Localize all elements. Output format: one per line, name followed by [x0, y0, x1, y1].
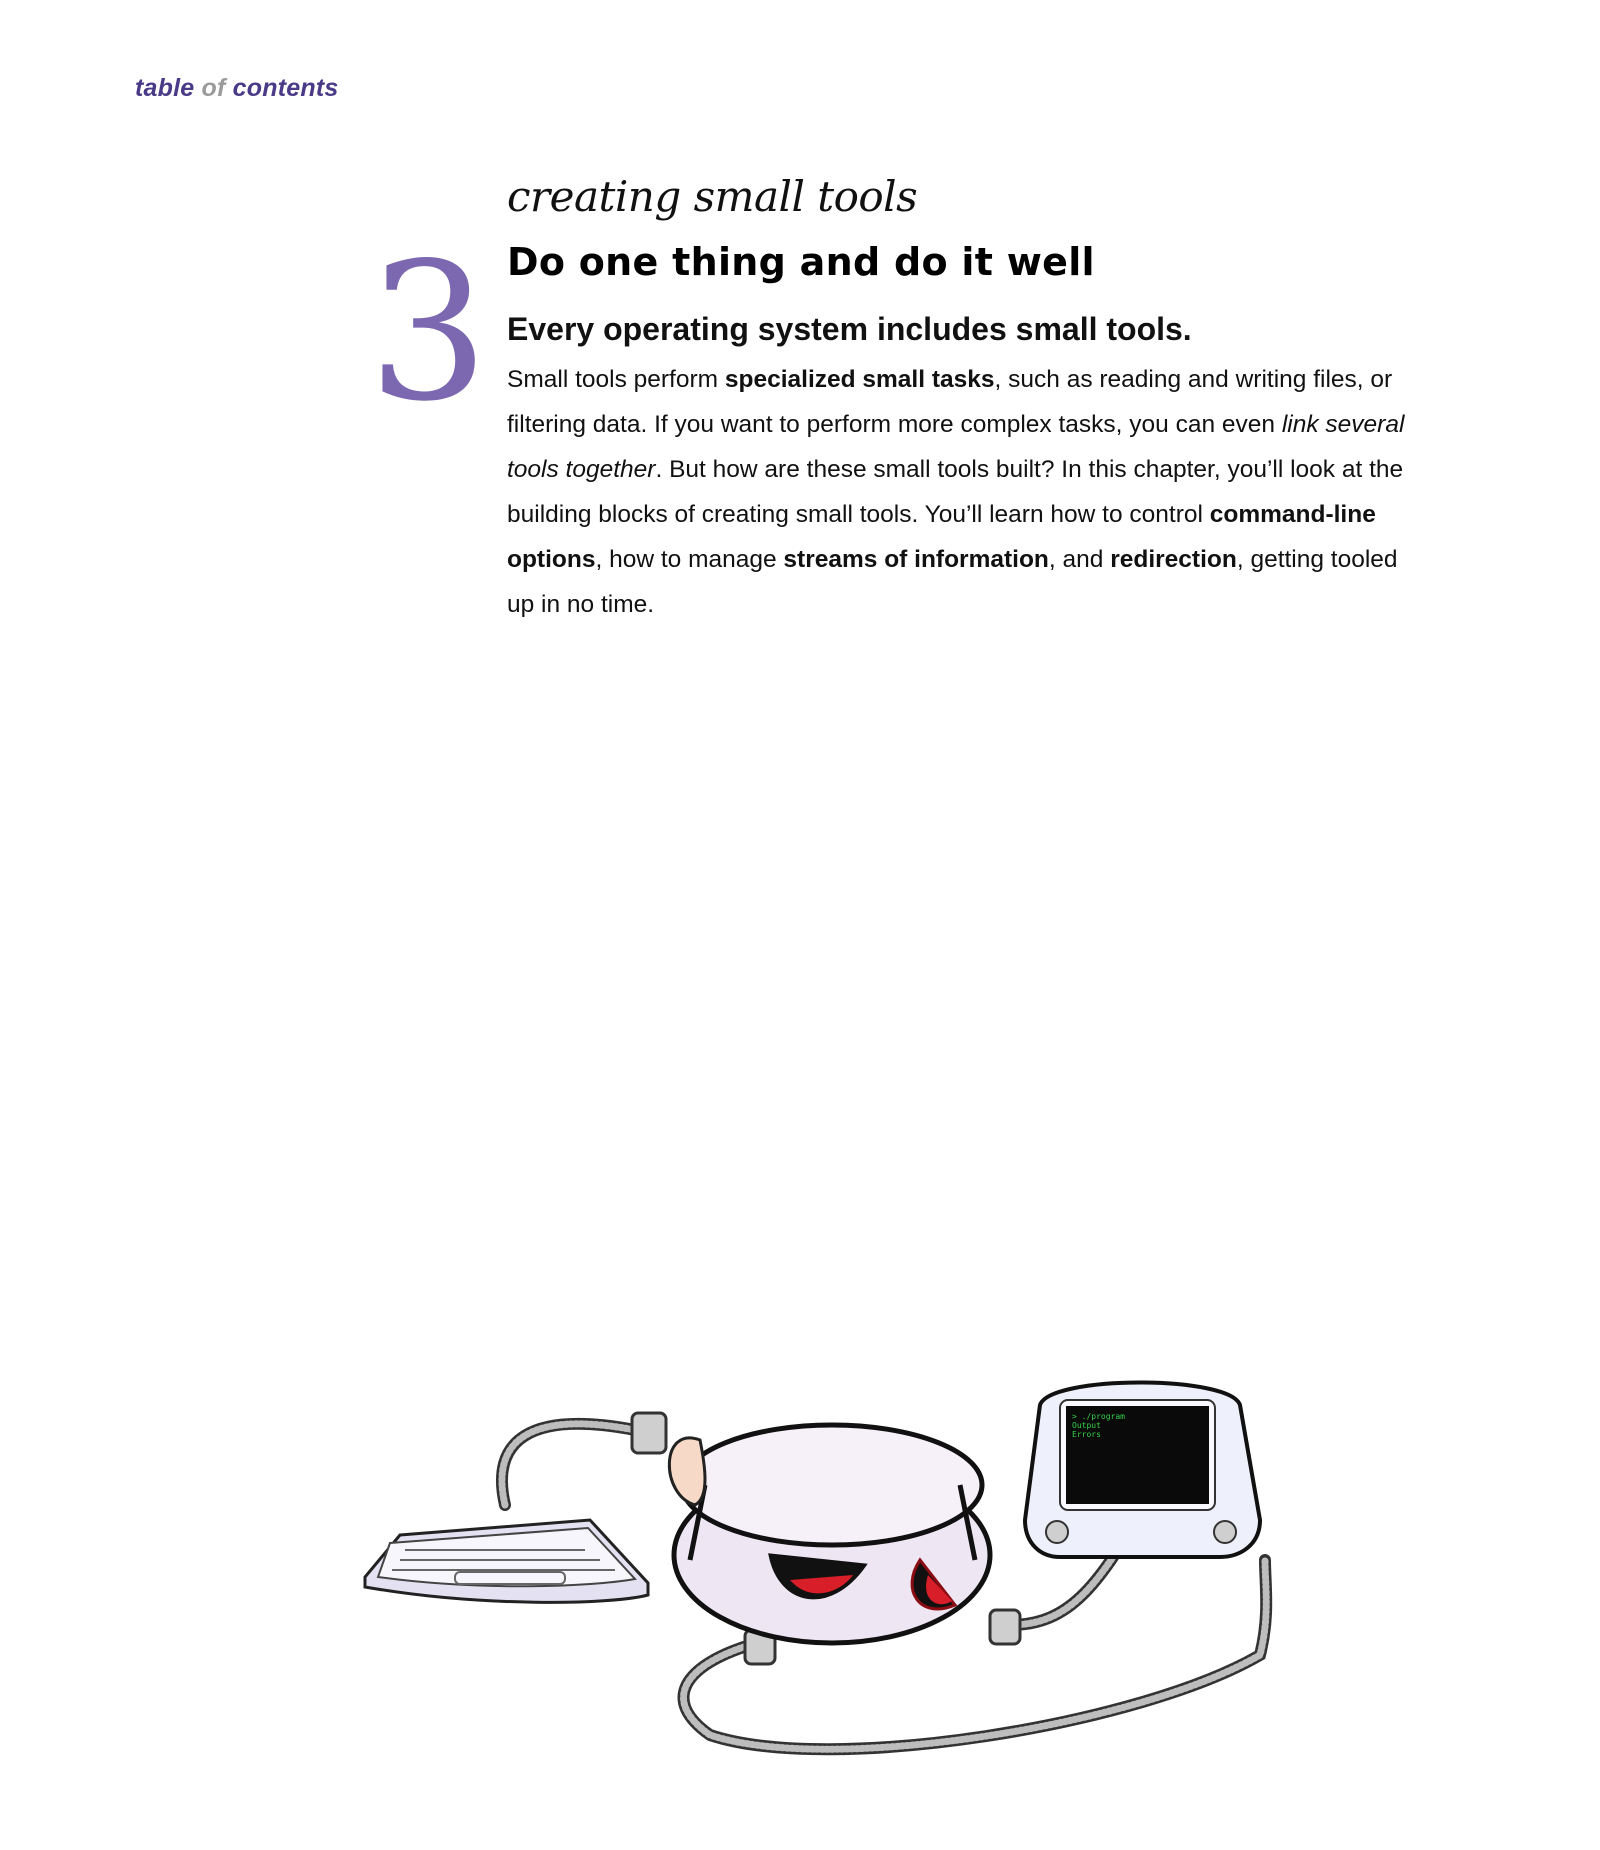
- chapter-title: Do one thing and do it well: [507, 240, 1095, 284]
- body-text: , such as reading and writing files, or filtering data. If you want to perform more complex tasks, you can even: [507, 366, 1393, 438]
- small-tool-illustration: [360, 1365, 1400, 1760]
- terminal-line: Errors: [1072, 1430, 1101, 1439]
- body-bold-text: streams of information: [783, 546, 1049, 573]
- body-bold-text: redirection: [1110, 546, 1237, 573]
- chapter-body: [507, 357, 1407, 627]
- chapter-kicker: creating small tools: [507, 172, 918, 221]
- terminal-line: Output: [1072, 1421, 1101, 1430]
- table-of-contents-link[interactable]: [135, 74, 338, 103]
- chapter-number: 3: [368, 222, 489, 443]
- body-italic-text: link several tools together: [507, 411, 1405, 483]
- terminal-line: > ./program: [1072, 1412, 1125, 1421]
- body-text: . But how are these small tools built? In this chapter, you’ll look at the building blocks of creating small tools. You’ll learn how to control: [507, 456, 1404, 528]
- body-text: , getting tooled up in no time.: [507, 546, 1398, 618]
- keyboard-icon: [365, 1520, 648, 1602]
- chapter-subtitle: Every operating system includes small tools.: [507, 311, 1192, 347]
- program-device-icon: [669, 1425, 990, 1643]
- toc-label-table: table: [135, 74, 195, 102]
- body-bold-text: specialized small tasks: [724, 366, 995, 393]
- speaker-icon: [1214, 1521, 1236, 1543]
- body-text: Small tools perform: [507, 366, 725, 393]
- monitor-icon: [1025, 1383, 1260, 1558]
- speaker-icon: [1046, 1521, 1068, 1543]
- toc-label-contents: contents: [232, 74, 339, 102]
- body-bold-text: command-line options: [507, 501, 1376, 573]
- body-text: , how to manage: [595, 546, 784, 573]
- toc-label-of: of: [201, 74, 226, 102]
- body-text: , and: [1048, 546, 1111, 573]
- ear-icon: [669, 1438, 705, 1505]
